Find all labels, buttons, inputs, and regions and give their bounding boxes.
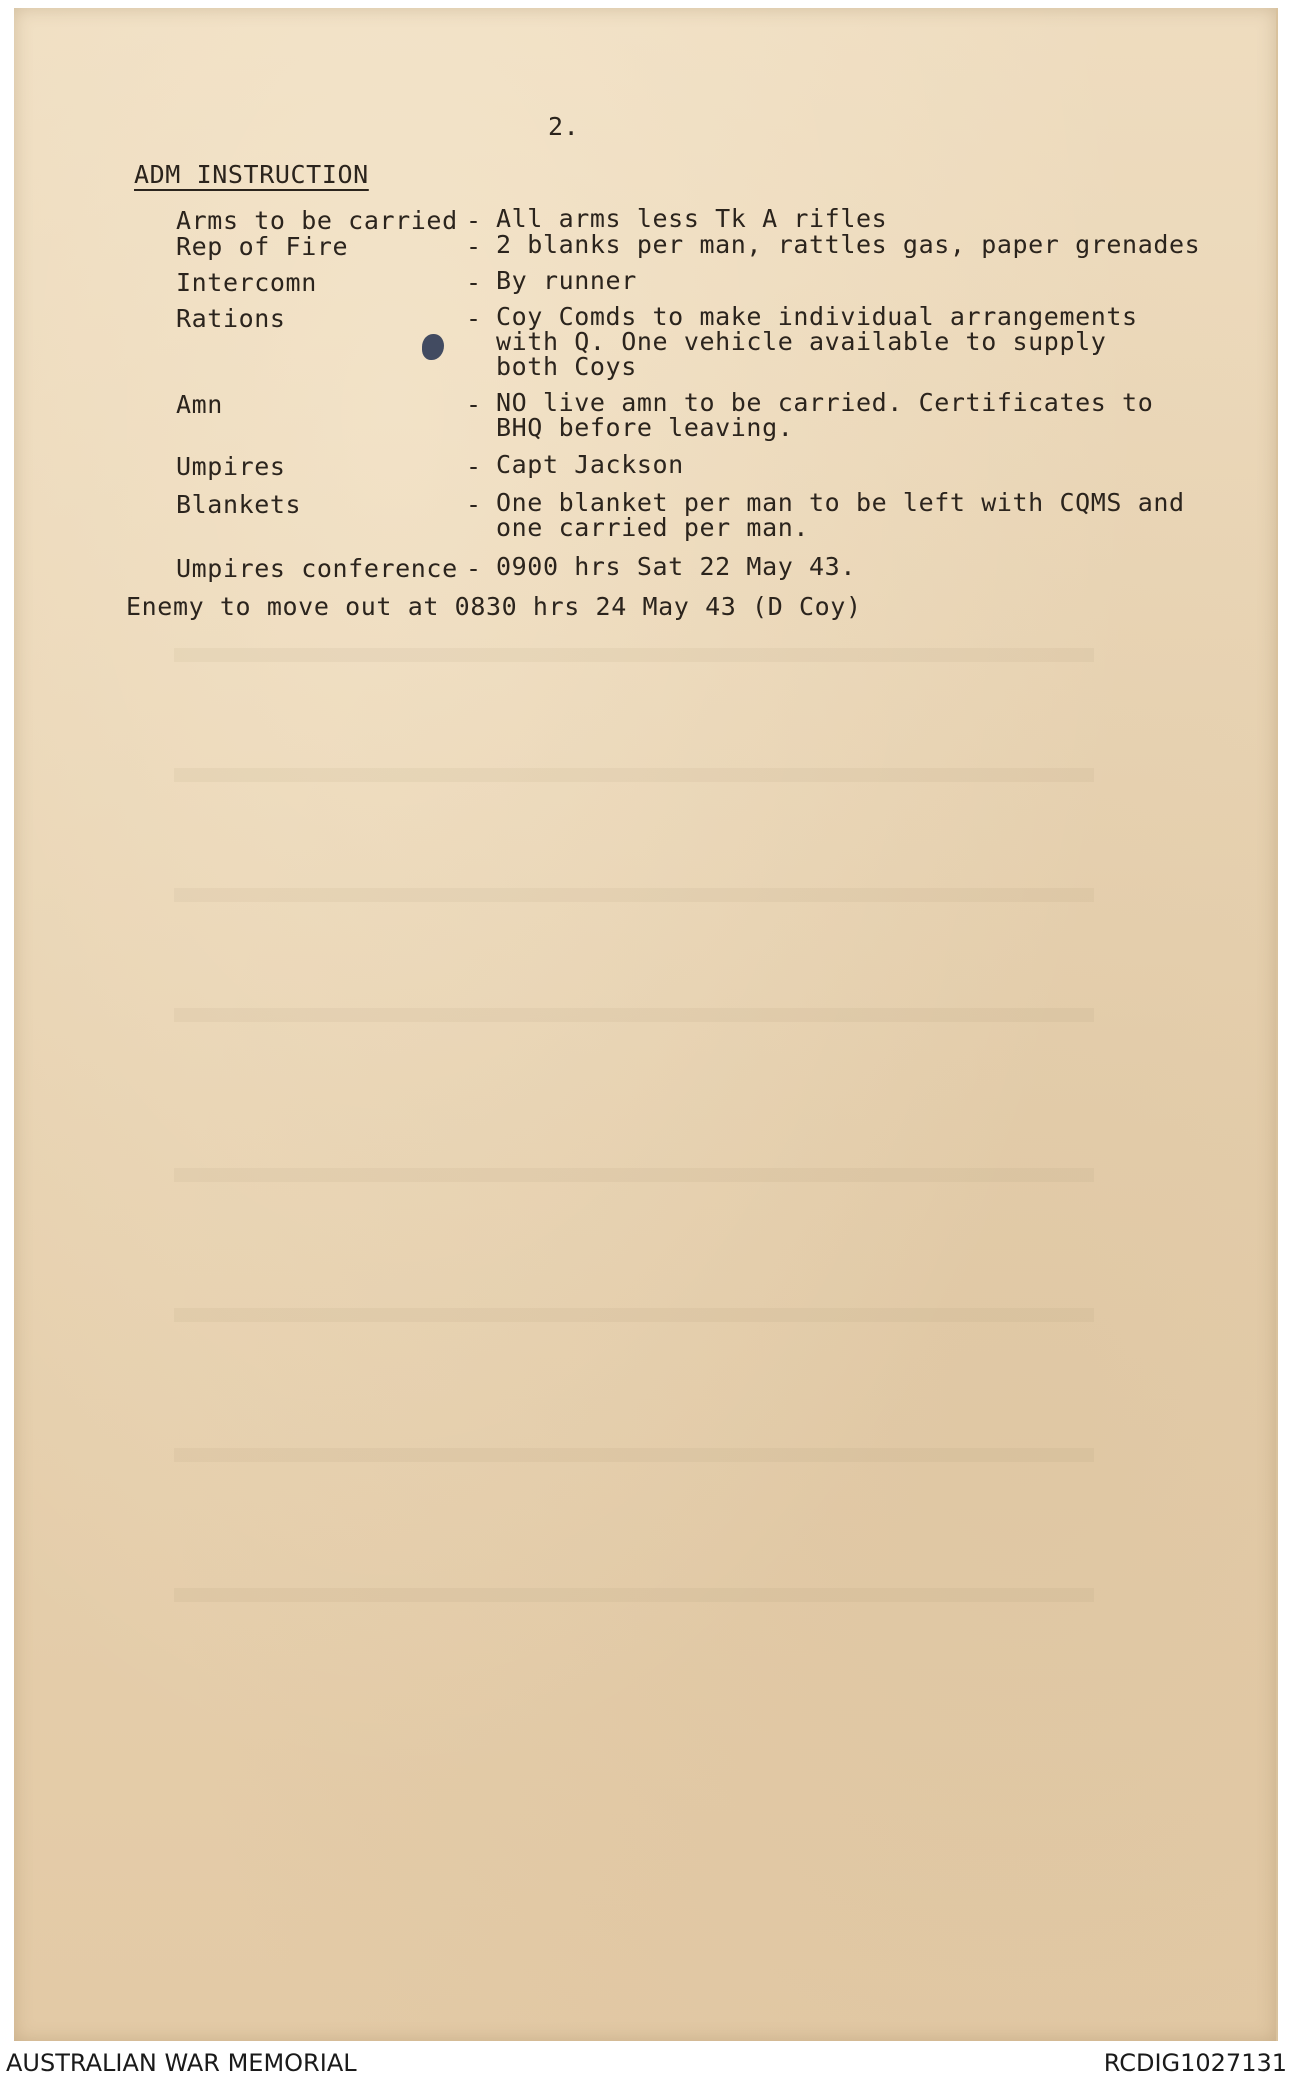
- archive-name: AUSTRALIAN WAR MEMORIAL: [6, 2049, 357, 2077]
- list-item: [176, 304, 1216, 379]
- item-label: Amn: [176, 390, 223, 419]
- list-item: [176, 554, 1216, 583]
- list-item: [176, 452, 1216, 481]
- list-item: [176, 232, 1216, 261]
- item-label: Rep of Fire: [176, 232, 349, 261]
- list-item: [176, 390, 1216, 440]
- item-value: Coy Comds to make individual arrangements with Q. One vehicle available to supply both Coys: [496, 302, 1138, 381]
- item-label: Umpires conference: [176, 554, 458, 583]
- item-dash: -: [466, 268, 482, 297]
- item-value: 0900 hrs Sat 22 May 43.: [496, 552, 856, 581]
- item-label: Rations: [176, 304, 286, 333]
- item-value: By runner: [496, 266, 637, 295]
- item-value: NO live amn to be carried. Certificates to BHQ before leaving.: [496, 388, 1154, 442]
- item-label: Intercomn: [176, 268, 317, 297]
- show-through-text: [174, 1308, 1094, 1322]
- section-heading: ADM INSTRUCTION: [134, 160, 369, 189]
- item-label: Arms to be carried: [176, 206, 458, 235]
- list-item: [176, 268, 1216, 297]
- item-dash: -: [466, 452, 482, 481]
- item-label: Blankets: [176, 490, 302, 519]
- item-dash: -: [466, 554, 482, 583]
- show-through-text: [174, 768, 1094, 782]
- archive-footer: [0, 2045, 1297, 2082]
- item-dash: -: [466, 304, 482, 333]
- item-label: Umpires: [176, 452, 286, 481]
- show-through-text: [174, 1008, 1094, 1022]
- show-through-text: [174, 1168, 1094, 1182]
- page-number: 2.: [548, 112, 580, 141]
- item-dash: -: [466, 390, 482, 419]
- enemy-movement-note: Enemy to move out at 0830 hrs 24 May 43 (D Coy): [126, 592, 862, 621]
- item-dash: -: [466, 206, 482, 235]
- item-value: Capt Jackson: [496, 450, 684, 479]
- item-dash: -: [466, 490, 482, 519]
- show-through-text: [174, 1448, 1094, 1462]
- show-through-text: [174, 1588, 1094, 1602]
- list-item: [176, 490, 1216, 540]
- item-value: 2 blanks per man, rattles gas, paper grenades: [496, 230, 1201, 259]
- item-value: One blanket per man to be left with CQMS and one carried per man.: [496, 488, 1185, 542]
- show-through-text: [174, 888, 1094, 902]
- item-value: All arms less Tk A rifles: [496, 204, 888, 233]
- archive-id: RCDIG1027131: [1103, 2049, 1287, 2077]
- item-dash: -: [466, 232, 482, 261]
- show-through-text: [174, 648, 1094, 662]
